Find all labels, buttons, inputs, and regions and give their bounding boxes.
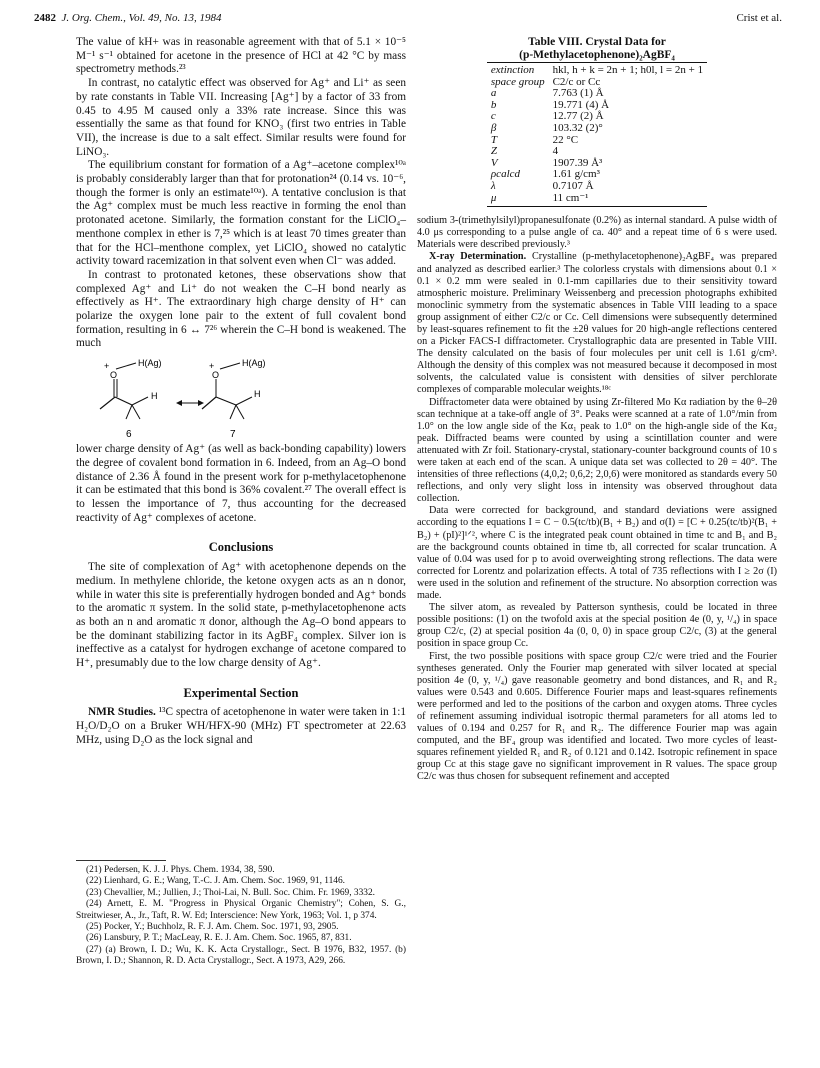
table-cell-label: μ [487,193,549,207]
table-cell-label: extinction [487,63,549,77]
table-cell-label: λ [490,179,496,192]
paragraph: In contrast to protonated ketones, these observations show that complexed Ag⁺ and Li⁺ do not weaken the C–H bond nearly as effectively as H⁺. The extraordinary high charge density of H⁺ can polarize the oxygen lone pair to the extent of full covalent bond formation, resulting in 6 ↔ 7²⁶ wherein the C–H bond is weakened. The much [76,268,406,350]
table-body [487,62,707,207]
table-cell-value: C2/c or Cc [552,75,601,88]
reference-item: (25) Pocker, Y.; Buchholz, R. F. J. Am. Chem. Soc. 1971, 93, 2905. [86,922,339,933]
table-cell-value: hkl, h + k = 2n + 1; h0l, l = 2n + 1 [549,63,708,77]
table-cell-label: V [490,156,498,169]
structure-label-7: 7 [230,429,236,440]
paragraph [417,251,777,396]
footnote-divider [76,860,166,861]
table-cell-label: a [490,87,497,100]
table-cell-value: 0.7107 Å [552,179,594,192]
reference-item: (26) Lansbury, P. T.; MacLeay, R. E. J. Am. Chem. Soc. 1965, 87, 831. [86,933,352,944]
table-caption-formula: (p-Methylacetophenone)₂AgBF₄ [519,49,675,61]
h-ag-label: H(Ag) [138,358,162,369]
table-cell-label: ρcalcd [490,168,521,181]
table-cell-value: 7.763 (1) Å [552,87,604,100]
right-column [417,36,777,784]
table-row [487,181,707,193]
table-cell-label: c [490,110,496,123]
paragraph: The silver atom, as revealed by Patterson synthesis, could be located in three possible positions: (1) on the twofold axis at the special position 4e (0, y, ¹/₄) in space group C2/c, (2) at special position 4a (0, 0, 0) in space group C2/c, (3) at the general position in space group Cc. [417,602,777,650]
table-cell-value: 103.32 (2)° [552,121,603,134]
page-number: 2482 [34,12,56,24]
paragraph: First, the two possible positions with space group C2/c were tried and the Fourier syntheses generated. Only the Fourier map generated with silver located at special position 4e (0, y, ¹/₄) gave reasonable geometry and bond distances, and R₁ and R₂ values were 0.543 and 0.605. Difference Fourier maps and least-squares refinements were performed and led to the positions of the carbon and oxygen atoms. Three cycles of refinement assuming individual isotropic thermal parameters for all atoms led to values of 0.194 and 0.257 for R₁ and R₂. The difference Fourier map was again computed, and the BF₄ group was identified and located. Two more cycles of least-squares refinement yielded R₁ and R₂ of 0.121 and 0.142. Isotropic refinement in space group Cc at this stage gave no significant improvement in R values. The space group C2/c was thus chosen for subsequent refinement and accepted [417,650,777,783]
plus-sign: + [104,361,110,372]
table-cell-value: 1.61 g/cm³ [552,168,600,181]
table-row [487,169,707,181]
reference-item: (27) (a) Brown, I. D.; Wu, K. K. Acta Crystallogr., Sect. B 1976, B32, 1957. (b) Brown, I. D.; Shannon, R. D. Acta Crystallogr., Sect. A 1973, A29, 266. [76,944,406,967]
hydrogen-atom: H [254,389,261,400]
paragraph: The equilibrium constant for formation of a Ag⁺–acetone complex¹⁰ᵃ is probably considerably larger than that for protonation²⁴ (0.14 vs. 10⁻⁶, though the former is only an estimate¹⁰ᵃ). A tentative conclusion is that the Ag⁺ complex must be much less reactive in forming the enol than protonated acetone. Similarly, the formation constant for the LiClO₄–menthone complex in ether is 7,²⁵ which is at least 70 times greater than that for the HCl–menthone complex, yet LiClO₄ showed no catalytic activity toward racemization in that solvent even when Cl⁻ was added. [76,159,406,268]
crystal-data-table [417,36,777,207]
reference-item: (24) Arnett, E. M. "Progress in Physical Organic Chemistry"; Cohen, S. G., Streitwieser, A., Jr., Taft, R. W. Ed; Interscience: New York, 1963; Vol. 1, p 374. [76,899,406,921]
paragraph: The site of complexation of Ag⁺ with acetophenone depends on the medium. In methylene chloride, the ketone oxygen acts as an n donor, while in water this site is preferentially hydrogen bonded and Ag⁺ bonds to the aromatic π system. In the solid state, p-methylacetophenone acts as both an n and aromatic π donor, although the Ag–O bond appears to be the dominant stabilizing factor in its AgBF₄ complex. Silver ion is ineffective as a catalyst for hydrogen exchange of acetone compared to H⁺, presumably due to the low charge density of Ag⁺. [76,561,406,670]
table-cell-value: 11 cm⁻¹ [549,193,708,207]
table-cell-value: 12.77 (2) Å [552,110,604,123]
paragraph: Data were corrected for background, and standard deviations were assigned according to the equations I = C − 0.5(tc/tb)(B₁ + B₂) and σ(I) = [C + 0.25(tc/tb)²(B₁ + B₂) + (pI)²]¹ᐟ², where C is the integrated peak count obtained in time tc and B₁ and B₂ are the background counts obtained in time tb, all corrected for scalar truncation. A value of 0.04 was used for p to avoid overweighting strong reflections. The data were corrected for Lorentz and polarization effects. A total of 735 reflections with I ≥ 2σ (I) were used in the solution and refinement of the structure. No absorption correction was made. [417,505,777,602]
experimental-heading: Experimental Section [183,685,299,700]
oxygen-atom: O [110,370,118,381]
xray-run-head: X-ray Determination. [429,251,527,263]
left-column [76,36,406,748]
table-caption: Table VIII. Crystal Data for [528,36,666,48]
paragraph: sodium 3-(trimethylsilyl)propanesulfonate (0.2%) as internal standard. A pulse width of 4.0 μs corresponding to a pulse angle of ca. 40° and a repeat time of 6 s were used. Materials were described previously.³ [417,215,777,251]
oxygen-atom: O [212,370,220,381]
table-row [487,193,707,207]
plus-sign: + [209,361,215,372]
reference-item: (23) Chevallier, M.; Jullien, J.; Thoi-Lai, N. Bull. Soc. Chim. Fr. 1969, 3332. [86,887,376,898]
reference-item: (21) Pedersen, K. J. J. Phys. Chem. 1934, 38, 590. [86,865,275,875]
table-cell-value: 19.771 (4) Å [552,98,610,111]
reference-item: (22) Lienhard, G. E.; Wang, T.-C. J. Am. Chem. Soc. 1969, 91, 1146. [86,876,346,887]
table-row [487,135,707,147]
table-cell-value: 1907.39 Å³ [552,156,603,169]
paragraph: Diffractometer data were obtained by using Zr-filtered Mo Kα radiation by the θ–2θ scan technique at a take-off angle of 3°. Peaks were scanned at a rate of 1.0°/min from 1.0° on the low angle side of the Kα₁ peak to 1.0° on the high-angle side of the Kα₂ peak. Diffracted beams were counted by using a scintillation counter and were attenuated with Zr foil. Stationary-crystal, stationary-counter background counts of 10 s were taken at each end of the scan. A unique data set was collected to 2θ = 40°. The intensities of three reflections (4,0,2; 0,6,2; 2,0,6) were monitored as standards every 50 reflections, and only very slight loss in intensity was observed throughout data collection. [417,396,777,505]
table-cell-label: b [490,98,497,111]
paragraph [76,706,406,747]
hydrogen-atom: H [151,391,158,402]
structure-label-6: 6 [126,429,132,440]
table-row [487,123,707,135]
xray-text: Crystalline (p-methylacetophenone)₂AgBF₄ was prepared and analyzed as described earlier.³ The colorless crystals with dimensions about 0.1 × 0.1 × 0.2 mm were sealed in 0.1-mm capillaries due to their sensitivity toward atmospheric moisture. Preliminary Weissenberg and precession photographs exhibited monoclinic symmetry from the systematic absences in Table VIII leading to a space group assignment of either C2/c or Cc. Cell dimensions were subsequently determined by least-squares refinement to fit the ±2θ values for 20 high-angle reflections centered on a Picker FACS-I diffractometer. Crystallographic data are presented in Table VIII. The density calculated on the basis of four molecules per unit cell is 1.61 g/cm³. Although the density of this complex was not measured because it decomposed in most solvents, the calculated value is consistent with densities of silver perchlorate complexes of comparable molecular weights.¹⁸ᶜ [417,251,778,396]
table-row [487,63,707,77]
table-row [487,146,707,158]
h-ag-label: H(Ag) [242,358,266,369]
nmr-run-head: NMR Studies. [88,706,156,719]
table-cell-value: 4 [552,145,559,158]
table-cell-value: 22 °C [552,133,579,146]
table-cell-label: T [490,133,498,146]
author-running-head: Crist et al. [736,12,782,24]
structure-figure-6-7 [96,357,346,439]
table-cell-label: β [490,121,497,134]
paragraph: lower charge density of Ag⁺ (as well as back-bonding capability) lowers the degree of covalent bond formation in 6. Indeed, from an Ag–O bond distance of 2.36 Å found in the present work for p-methylacetophenone it can be estimated that this bond is 36% covalent.²⁷ The overall effect is to lessen the importance of 7, thus accounting for the decreased reactivity of Ag⁺ complexes of acetone. [76,443,406,524]
paragraph: In contrast, no catalytic effect was observed for Ag⁺ and Li⁺ as seen by rate constants in Table VII. Increasing [Ag⁺] by a factor of 33 from 0.45 to 4.95 M caused only a 33% rate increase. Since this was essentially the same as that found for KNO₃ (first two entries in Table VII), the increase is due to a salt effect. Similar results were found for LiNO₃. [76,77,406,158]
table-cell-label: Z [490,145,498,158]
nmr-text: ¹³C spectra of acetophenone in water were taken in 1:1 H₂O/D₂O on a Bruker WH/HFX-90 (MHz) FT spectrometer at 22.63 MHz, using D₂O as the lock signal and [76,706,407,746]
conclusions-heading: Conclusions [208,540,274,555]
paragraph: The value of kH+ was in reasonable agreement with that of 5.1 × 10⁻⁵ M⁻¹ s⁻¹ obtained for acetone in the presence of HCl at 42 °C by mass spectrometry methods.²³ [76,36,406,76]
journal-citation: J. Org. Chem., Vol. 49, No. 13, 1984 [61,12,222,24]
table-cell-label: space group [490,75,545,88]
footnote-references [76,860,406,968]
running-header [34,12,222,24]
